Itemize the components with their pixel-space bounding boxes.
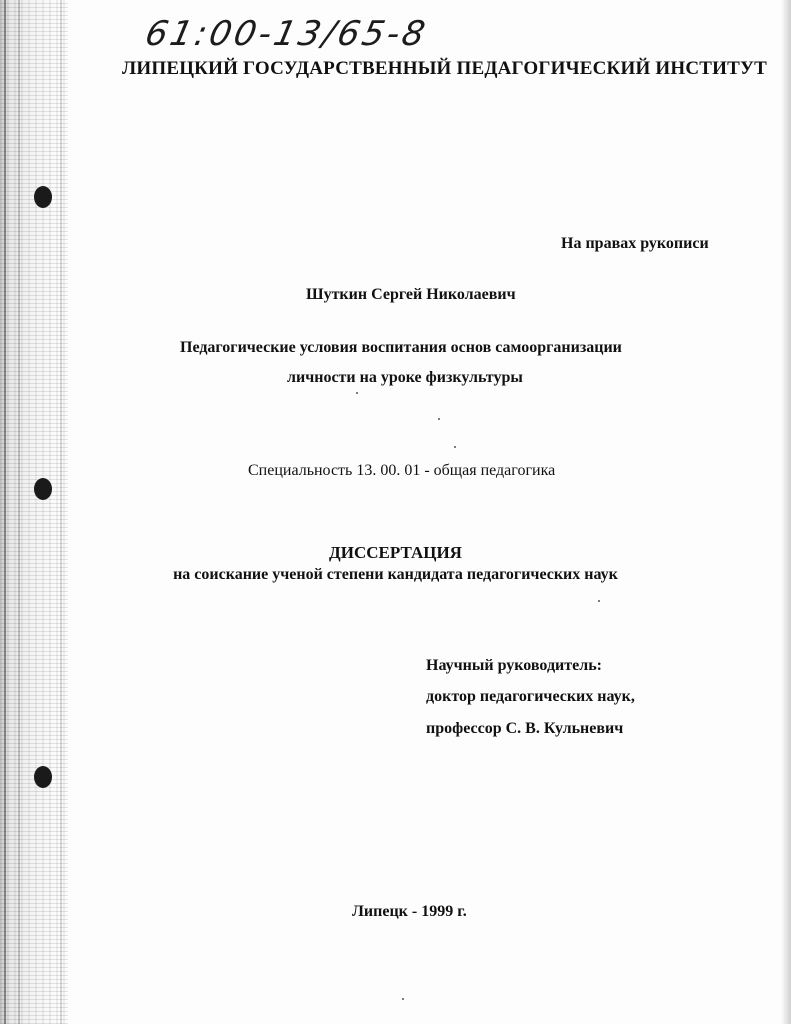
- institute-name: ЛИПЕЦКИЙ ГОСУДАРСТВЕННЫЙ ПЕДАГОГИЧЕСКИЙ ИНСТИТУТ: [122, 58, 768, 79]
- advisor-name: профессор С. В. Кульневич: [426, 720, 624, 737]
- specialty: Специальность 13. 00. 01 - общая педагогика: [248, 462, 556, 479]
- binding-hole: [34, 186, 52, 208]
- advisor-degree: доктор педагогических наук,: [426, 688, 635, 705]
- binding-line: [4, 0, 6, 1024]
- binding-line: [18, 0, 20, 1024]
- thesis-title-line-2: личности на уроке физкультуры: [287, 369, 523, 386]
- handwritten-code: 61:00-13/65-8: [141, 14, 432, 54]
- binding-line: [60, 0, 62, 1024]
- binding-hole: [34, 478, 52, 500]
- thesis-subheading: на соискание ученой степени кандидата педагогических наук: [173, 566, 618, 583]
- advisor-label: Научный руководитель:: [426, 657, 602, 674]
- scan-speck: [438, 418, 440, 420]
- scan-speck: [356, 392, 358, 394]
- thesis-title-line-1: Педагогические условия воспитания основ самоорганизации: [180, 339, 622, 356]
- scan-speck: [598, 600, 600, 602]
- rights-notice: На правах рукописи: [561, 235, 709, 252]
- scan-speck: [402, 998, 404, 1000]
- author-name: Шуткин Сергей Николаевич: [306, 286, 516, 303]
- thesis-heading: ДИССЕРТАЦИЯ: [329, 543, 462, 562]
- page-edge-shadow: [781, 0, 791, 1024]
- scan-speck: [454, 446, 456, 448]
- place-year: Липецк - 1999 г.: [352, 903, 467, 920]
- binding-hole: [34, 766, 52, 788]
- binding-edge: [0, 0, 68, 1024]
